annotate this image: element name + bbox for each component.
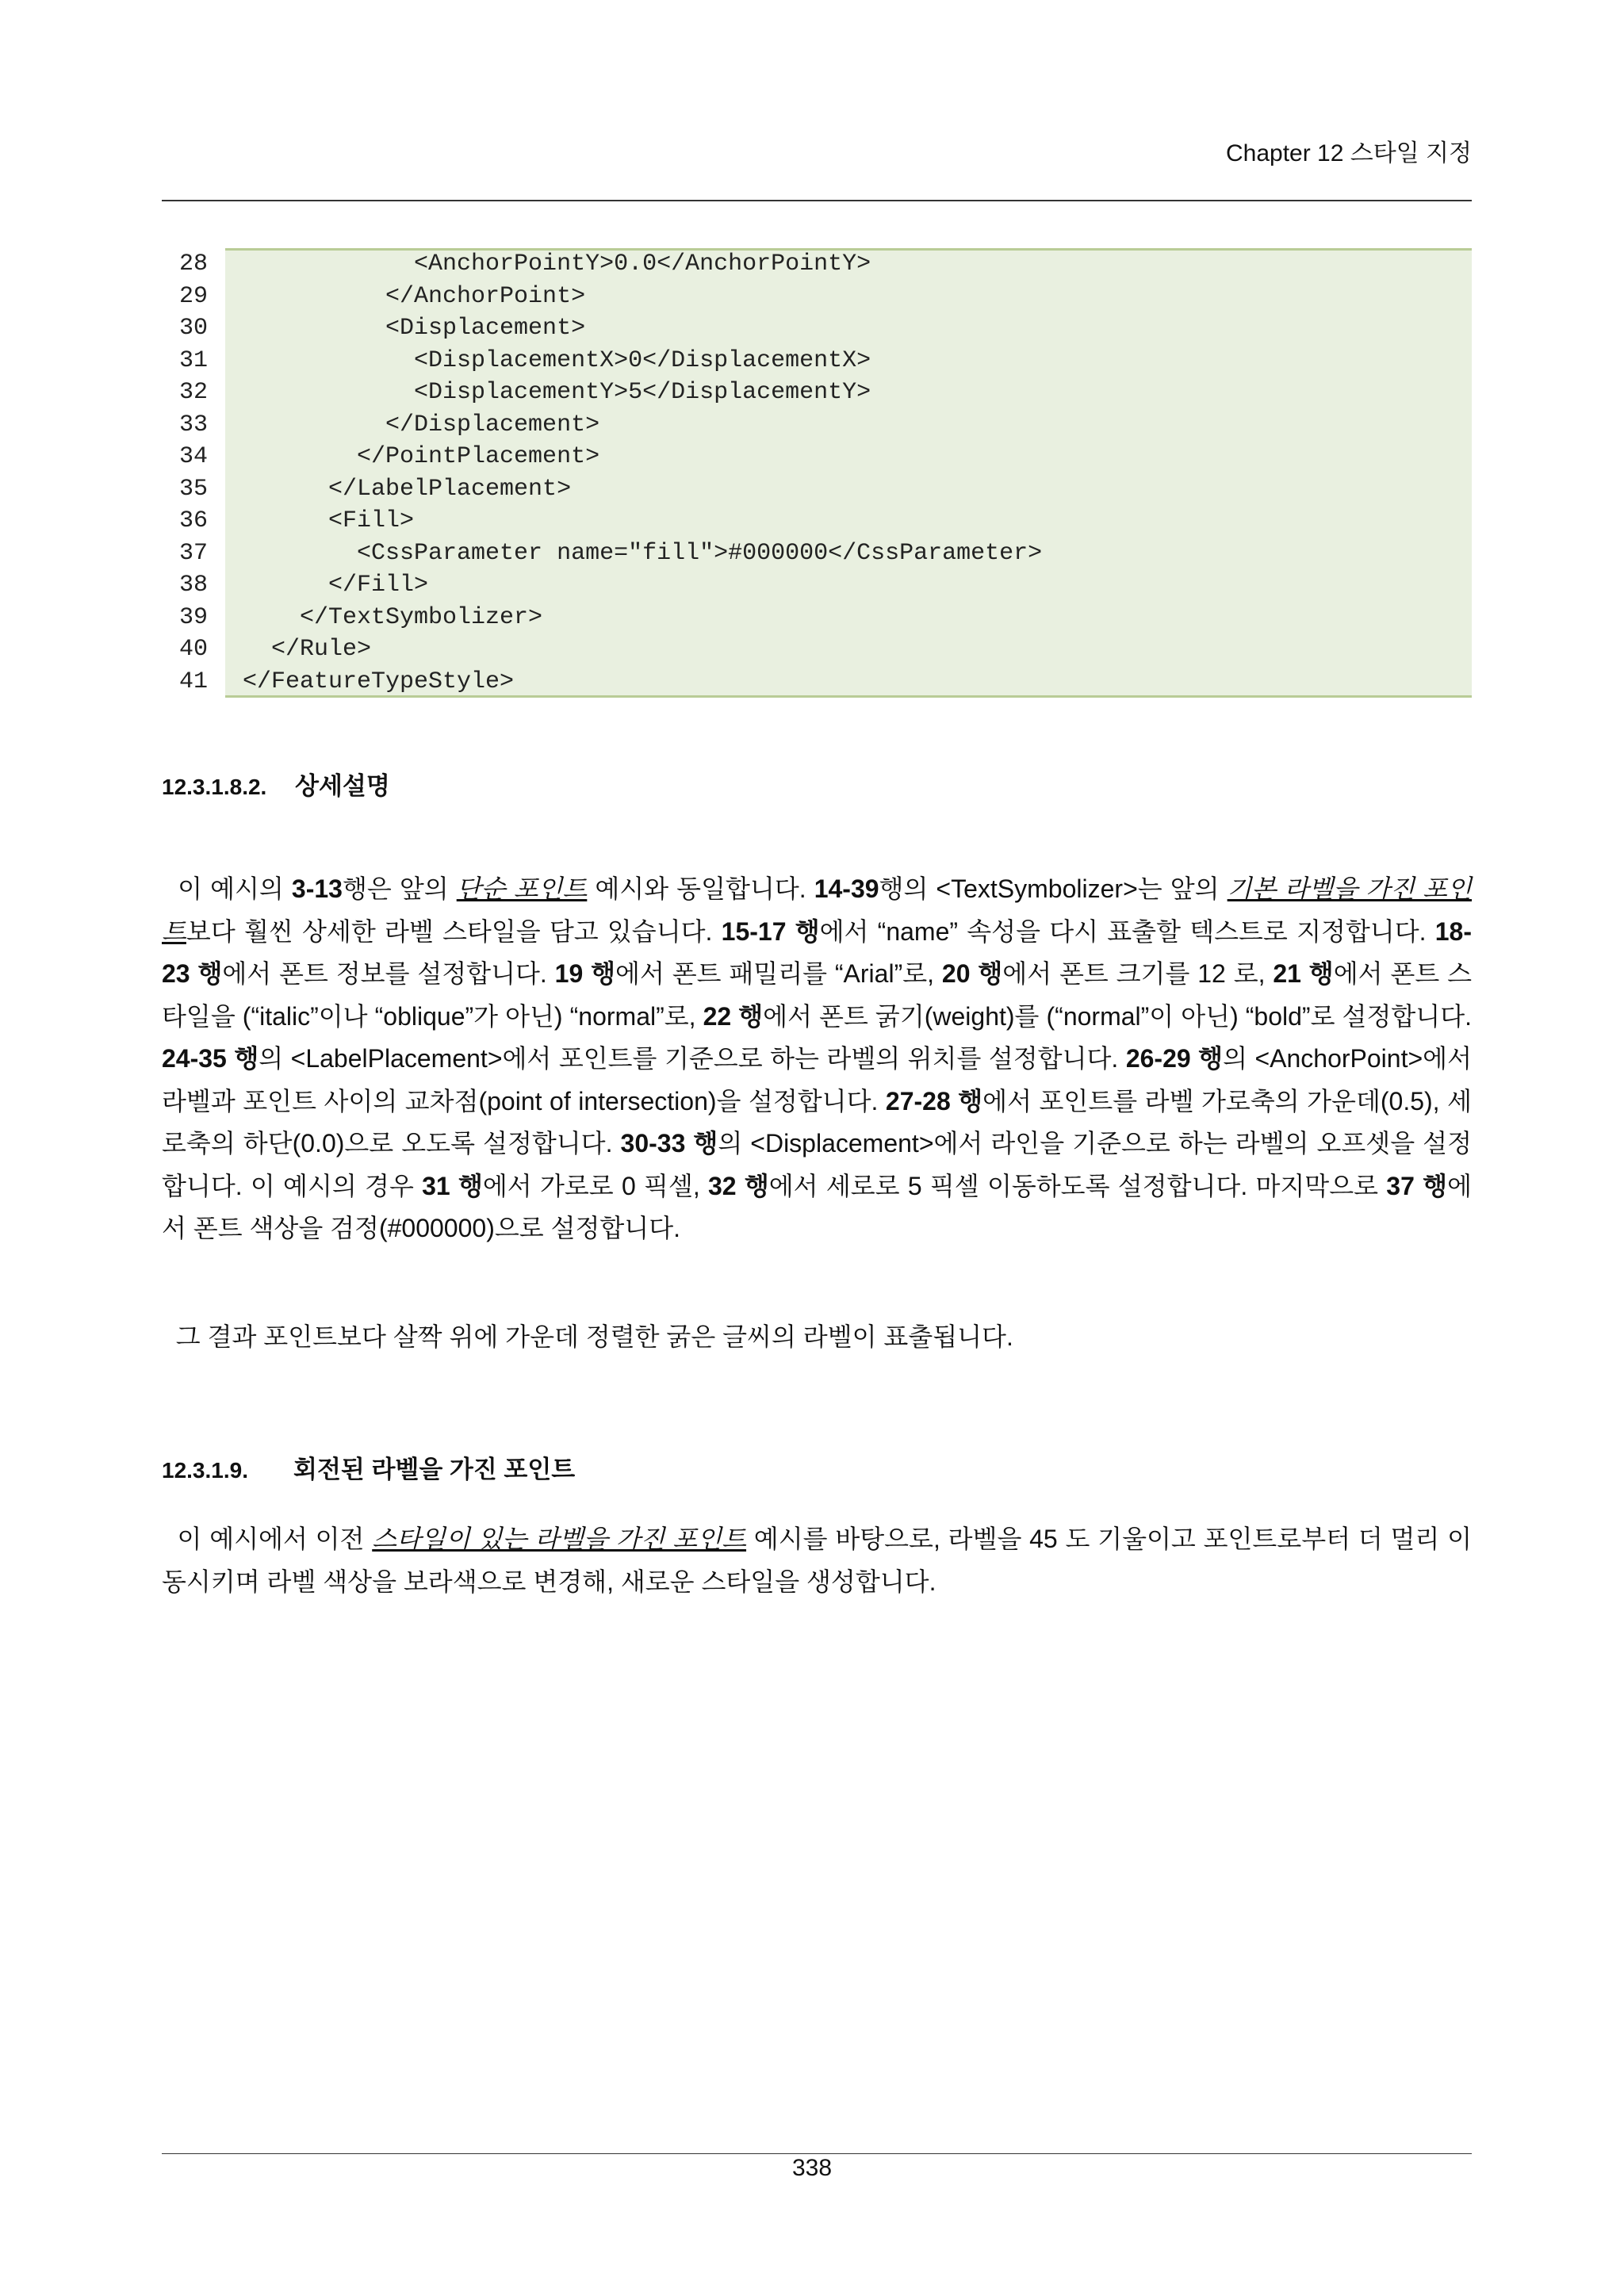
line-ref: 31 행 <box>422 1171 483 1200</box>
code-text: <AnchorPointY>0.0</AnchorPointY> <box>243 251 871 278</box>
line-number: 33 <box>179 411 209 438</box>
cross-reference-link[interactable]: 기본 라벨을 가진 포인트 <box>162 874 1473 946</box>
line-number: 29 <box>179 282 209 310</box>
code-listing <box>162 248 1472 698</box>
line-ref: 15-17 행 <box>721 916 820 946</box>
line-ref: 19 행 <box>554 959 616 988</box>
line-ref: 30-33 행 <box>620 1129 718 1158</box>
line-number: 39 <box>179 603 209 631</box>
header-divider <box>162 200 1472 201</box>
line-number: 41 <box>179 668 209 695</box>
code-text: <DisplacementX>0</DisplacementX> <box>243 346 871 374</box>
code-text: </FeatureTypeStyle> <box>243 668 515 695</box>
code-text: </TextSymbolizer> <box>243 603 543 631</box>
line-number: 40 <box>179 636 209 664</box>
text-run: 에서 폰트 스타일을 (“italic”이나 “oblique”가 아닌) “normal”로, <box>162 959 1473 1031</box>
text-run: 의 <LabelPlacement>에서 포인트를 기준으로 하는 라벨의 위치를 설정합니다. <box>259 1044 1126 1073</box>
code-text: </PointPlacement> <box>243 443 600 471</box>
code-text: <CssParameter name="fill">#000000</CssParameter> <box>243 539 1043 567</box>
text-run: 에서 가로로 0 픽셀, <box>482 1171 708 1200</box>
line-number: 30 <box>179 315 209 342</box>
code-text: </Rule> <box>243 636 372 664</box>
section-number: 12.3.1.8.2. <box>162 775 267 799</box>
text-run: 에서 세로로 5 픽셀 이동하도록 설정합니다. 마지막으로 <box>768 1171 1387 1200</box>
line-number: 28 <box>179 251 209 278</box>
line-ref: 24-35 행 <box>162 1044 259 1073</box>
text-run: 에서 포인트를 라벨 가로축의 가운데(0.5), 세로축의 하단(0.0)으로 오도록 설정합니다. <box>162 1086 1472 1158</box>
line-number: 37 <box>179 539 209 567</box>
text-run: 이 예시의 <box>178 874 292 903</box>
explanation-paragraph <box>162 868 1472 1250</box>
text-run: 에서 폰트 굵기(weight)를 (“normal”이 아닌) “bold”로 설정합니다. <box>763 1001 1472 1031</box>
text-run: 의 <Displacement>에서 라인을 기준으로 하는 라벨의 오프셋을 설정합니다. 이 예시의 경우 <box>162 1129 1472 1200</box>
text-run: 에서 폰트 정보를 설정합니다. <box>222 959 555 988</box>
section-heading-detail <box>162 766 390 802</box>
line-ref: 37 행 <box>1386 1171 1448 1200</box>
cross-reference-link[interactable]: 스타일이 있는 라벨을 가진 포인트 <box>372 1525 747 1553</box>
line-ref: 14-39 <box>814 874 879 903</box>
line-ref: 27-28 행 <box>885 1086 983 1115</box>
text-run: 그 결과 포인트보다 살짝 위에 가운데 정렬한 굵은 글씨의 라벨이 표출됩니다. <box>175 1322 1013 1351</box>
line-ref: 26-29 행 <box>1125 1044 1224 1073</box>
chapter-header: Chapter 12 스타일 지정 <box>1225 140 1472 166</box>
text-run: 에서 폰트 패밀리를 “Arial”로, <box>615 959 942 988</box>
line-number: 31 <box>179 346 209 374</box>
text-run: 행은 앞의 <box>342 874 457 903</box>
section-title: 상세설명 <box>295 772 390 800</box>
section-heading-rotated <box>162 1449 575 1485</box>
code-text: </LabelPlacement> <box>243 475 572 503</box>
section-number: 12.3.1.9. <box>162 1458 248 1483</box>
text-run: 행의 <TextSymbolizer>는 앞의 <box>879 874 1228 903</box>
line-ref: 3-13 <box>291 874 343 903</box>
text-run: 보다 훨씬 상세한 라벨 스타일을 담고 있습니다. <box>186 916 722 946</box>
section-title: 회전된 라벨을 가진 포인트 <box>293 1456 576 1483</box>
code-text: <DisplacementY>5</DisplacementY> <box>243 379 871 407</box>
code-text: </Displacement> <box>243 411 600 438</box>
line-ref: 32 행 <box>707 1171 769 1200</box>
line-ref: 20 행 <box>941 959 1003 988</box>
intro-paragraph <box>162 1518 1472 1603</box>
cross-reference-link[interactable]: 단순 포인트 <box>456 874 588 903</box>
text-run: 에서 “name” 속성을 다시 표출할 텍스트로 지정합니다. <box>819 916 1435 946</box>
line-ref: 21 행 <box>1273 959 1334 988</box>
line-ref: 18-23 행 <box>162 916 1472 988</box>
code-text: </Fill> <box>243 572 429 599</box>
line-number: 35 <box>179 475 209 503</box>
footer-divider <box>162 2153 1472 2154</box>
code-text: </AnchorPoint> <box>243 282 586 310</box>
text-run: 에서 폰트 색상을 검정(#000000)으로 설정합니다. <box>162 1171 1472 1242</box>
code-text: <Displacement> <box>243 315 586 342</box>
text-run: 에서 폰트 크기를 12 로, <box>1002 959 1274 988</box>
text-run: 이 예시에서 이전 <box>177 1525 373 1553</box>
code-text: <Fill> <box>243 507 415 535</box>
result-paragraph <box>162 1316 1472 1359</box>
text-run: 예시와 동일합니다. <box>587 874 814 903</box>
line-number: 34 <box>179 443 209 471</box>
text-run: 예시를 바탕으로, 라벨을 45 도 기울이고 포인트로부터 더 멀리 이동시키며 라벨 색상을 보라색으로 변경해, 새로운 스타일을 생성합니다. <box>162 1525 1472 1596</box>
line-ref: 22 행 <box>703 1001 764 1031</box>
page-number: 338 <box>791 2155 833 2181</box>
line-number: 38 <box>179 572 209 599</box>
line-number: 32 <box>179 379 209 407</box>
line-number: 36 <box>179 507 209 535</box>
text-run: 의 <AnchorPoint>에서 라벨과 포인트 사이의 교차점(point of intersection)을 설정합니다. <box>162 1044 1472 1115</box>
